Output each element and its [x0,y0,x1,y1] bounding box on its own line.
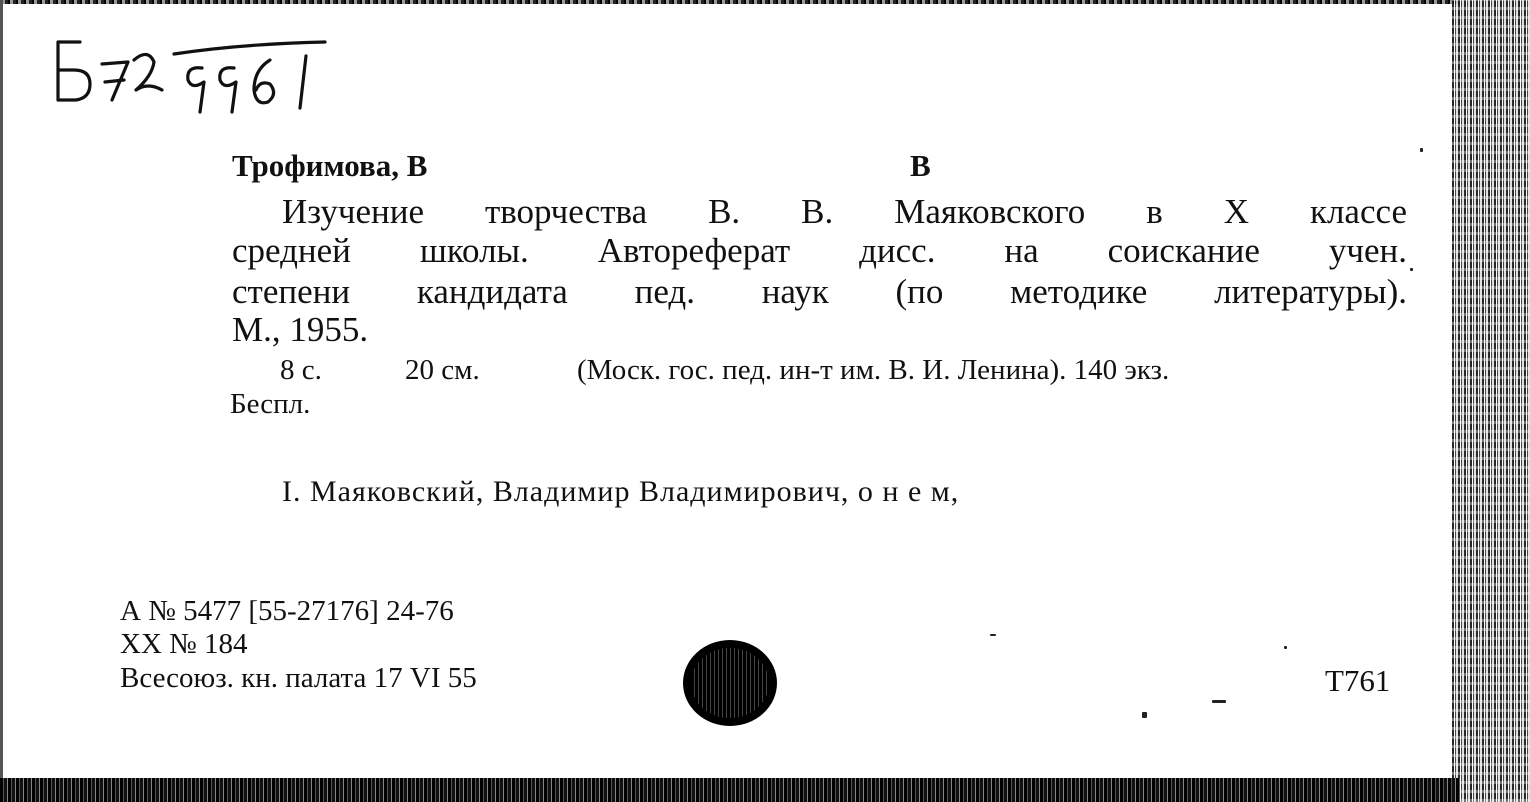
subject-heading: I. Маяковский, Владимир Владимирович, о н е м, [282,475,960,508]
size: 20 см. [405,354,480,386]
author-initial-extra: В [910,148,931,183]
footer-line-1: А № 5477 [55-27176] 24-76 [120,595,454,627]
price: Беспл. [230,388,311,420]
pages: 8 с. [280,354,322,386]
punch-hole [683,640,777,726]
scan-right-edge-noise [1452,0,1530,802]
title-line-3: степени кандидата пед. наук (по методике литературы). [232,272,1407,311]
title-line-2: средней школы. Автореферат дисс. на соискание учен. [232,231,1407,270]
scan-speck [1420,148,1423,152]
handwritten-shelfmark [50,30,340,120]
publisher-info: (Моск. гос. пед. ин-т им. В. И. Ленина). 140 экз. [577,354,1170,386]
scan-speck [1410,268,1413,271]
footer-line-2: XX № 184 [120,628,248,660]
scan-speck [1142,712,1147,718]
title-line-1: Изучение творчества В. В. Маяковского в X классе [282,192,1407,231]
title-line-4: М., 1955. [232,310,369,349]
scan-speck [990,634,996,636]
scan-bottom-edge [0,778,1460,802]
author-heading: Трофимова, В [232,148,428,183]
footer-line-3: Всесоюз. кн. палата 17 VI 55 [120,662,477,694]
scan-speck [1284,646,1287,649]
scan-left-edge [0,0,3,802]
scan-top-edge [0,0,1460,4]
card-code: T761 [1325,663,1391,698]
scan-speck [1212,700,1226,703]
